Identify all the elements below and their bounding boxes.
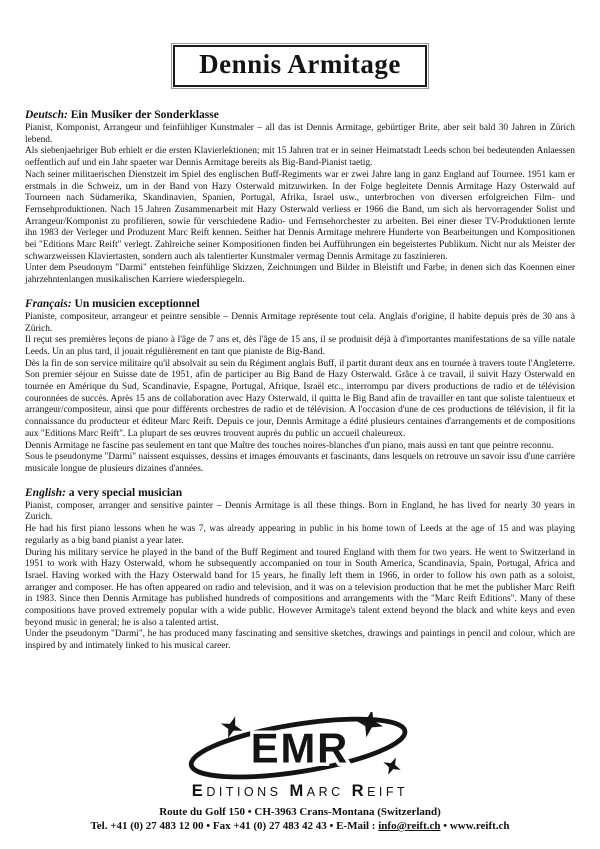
paragraph: Dès la fin de son service militaire qu'il absolvait au sein du Régiment anglais Buff, il partit durant deux ans en tournée à travers toute l'Angleterre. Son premier séjour en Suisse date de 1951, afin de participer au Big Band de Hazy Osterwald. Grâce à ce travail, il suivit Hazy Osterwald en tournée en Amérique du Sud, Scandinavie, Espagne, Portugal, Afrique, Israël etc., interrompu par divers productions de radio et de télévision couronnées de succès. Après 15 ans de collaboration avec Hazy Osterwald, il quitta le Big Band afin de travailler en tant que soliste talentueux et arrangeur/compositeur, ainsi que pour différents orchestres de radio et de télévision. A l'occasion d'une de ces productions de télévision, il fit la connaissance du producteur et éditeur Marc Reift. Depuis ce jour, Dennis Armitage a édité plusieurs centaines d'arrangements et de compositions aux "Editions Marc Reift". La plupart de ses œuvres trouvent auprès du public un accueil chaleureux. [25, 358, 575, 439]
paragraph: Als siebenjaehriger Bub erhielt er die ersten Klavierlektionen; mit 15 Jahren trat er in seiner Heimatstadt Leeds schon bei bedeutenden Anlaessen oeffentlich auf und ein Jahr spaeter war Dennis Armitage bereits als Big-Band-Pianist taetig. [25, 146, 575, 169]
contact-prefix: Tel. +41 (0) 27 483 12 00 • Fax +41 (0) 27 483 42 43 • E-Mail : [90, 820, 379, 832]
page-title [173, 45, 427, 87]
star-icon [352, 712, 386, 740]
contact-suffix: • www.reift.ch [440, 820, 510, 832]
section-heading [25, 109, 575, 121]
emr-logo [174, 712, 426, 786]
paragraph: Under the pseudonym "Darmi", he has produced many fascinating and sensitive sketches, drawings and paintings in pencil and colour, which are inspired by and intimately linked to his musical career. [25, 629, 575, 652]
contact-line [0, 819, 600, 833]
paragraph: Pianist, composer, arranger and sensitive painter – Dennis Armitage is all these things. Born in England, he has lived for nearly 30 years in Zurich. [25, 500, 575, 523]
brand-word: REIFT [351, 782, 409, 800]
section-heading [25, 487, 575, 499]
section-title: Ein Musiker der Sonderklasse [70, 109, 219, 121]
address-line: Route du Golf 150 • CH-3963 Crans-Montana (Switzerland) [159, 806, 441, 818]
paragraph: Pianiste, compositeur, arrangeur et peintre sensible – Dennis Armitage représente tout cela. Anglais d'origine, il habite depuis près de 30 ans à Zürich. [25, 311, 575, 334]
brand-word: MARC [289, 782, 344, 800]
section-title: Un musicien exceptionnel [74, 297, 200, 310]
email-link[interactable]: info@reift.ch [378, 820, 441, 832]
page-title-text: Dennis Armitage [199, 49, 401, 79]
logo-text: EMR [250, 724, 350, 772]
language-label: English: [25, 486, 66, 499]
star-icon [379, 754, 404, 779]
paragraph: Nach seiner militaerischen Dienstzeit im Spiel des englischen Buff-Regiments war er zwei Jahre lang in ganz England auf Tournee. 1951 kam er erstmals in die Schweiz, um in der Band von Hazy Osterwald mitzuwirken. In der Folge begleitete Dennis Armitage Hazy Osterwald auf Tourneen nach Südamerika, Skandinavien, Spanien, Portugal, Afrika, Israel usw., unterbrochen von diversen erfolgreichen Film- und Fernsehproduktionen. Nach 15 Jahren Zusammenarbeit mit Hazy Osterwald verliess er 1966 die Band, um sich als hervorragender Solist und Arrangeur/Komponist zu profilieren, sowie für verschiedene Radio- und Fernsehorchester zu arbeiten. Bei einer dieser TV-Produktionen lernte ihn 1983 der Verleger und Produzent Marc Reift kennen. Seither hat Dennis Armitage mehrere Hunderte von Bearbeitungen und Kompositionen bei "Editions Marc Reift" verlegt. Zahlreiche seiner Kompositionen finden bei Aufführungen ein begeistertes Publikum. Nicht nur als Meister der schwarzweissen Klaviertasten, sondern auch als talentierter Kunstmaler vermag Dennis Armitage zu faszinieren. [25, 169, 575, 262]
brand-word: EDITIONS [191, 782, 282, 800]
section-title: a very special musician [68, 486, 183, 499]
section-french [25, 298, 575, 476]
paragraph: Sous le pseudonyme "Darmi" naissent esquisses, dessins et images émouvants et fascinants, dans lesquels on retrouve un savoir issu d'une carrière musicale longue de plusieurs dizaines d'années. [25, 452, 575, 474]
title-area [0, 0, 600, 87]
paragraph: Il reçut ses premières leçons de piano à l'âge de 7 ans et, dès l'âge de 15 ans, il se produisit déjà à d'importantes manifestations de sa ville natale Leeds. Un an plus tard, il jouait régulièrement en tant que pianiste de Big-Band. [25, 335, 575, 357]
language-label: Français: [25, 297, 72, 310]
paragraph: Pianist, Komponist, Arrangeur und feinfühliger Kunstmaler – all das ist Dennis Armitage, gebürtiger Brite, aber seit bald 30 Jahren in Zürich lebend. [25, 123, 575, 145]
paragraph: Dennis Armitage ne fascine pas seulement en tant que Maître des touches noires-blanches d'un piano, mais aussi en tant que peintre reconnu. [25, 440, 554, 451]
brand-name [0, 782, 600, 801]
paragraph: He had his first piano lessons when he was 7, was already appearing in public in his home town of Leeds at the age of 15 and was playing regularly as a big band pianist a year later. [25, 524, 575, 546]
section-english [25, 487, 575, 653]
language-label: Deutsch: [25, 109, 68, 121]
publisher-footer [0, 712, 600, 833]
document-body [25, 109, 575, 653]
paragraph: During his military service he played in the band of the Buff Regiment and toured England with them for two years. He went to Switzerland in 1951 to work with Hazy Osterwald, whom he subsequently accompanied on tour in South America, Scandinavia, Spain, Portugal, Africa and Israel. Having worked with the Hazy Osterwald band for 15 years, he finally left them in 1966, in order to follow his own path as a soloist, arranger and composer. He has often appeared on radio and television, and it was on a television production that he met the publisher Marc Reift in 1983. Since then Dennis Armitage has published hundreds of compositions and arrangements with the "Marc Reift Editions". Many of these compositions have proved extremely popular with a wide public. However Armitage's talent extend beyond the black and white keys and even beyond music in general; he is also a talented artist. [25, 547, 575, 628]
paragraph: Unter dem Pseudonym "Darmi" entstehen feinfühlige Skizzen, Zeichnungen und Bilder in Bleistift und Farbe, in denen sich das Koennen einer jahrzehntenlangen musikalischen Karriere wiederspiegeln. [25, 263, 575, 286]
section-heading [25, 298, 575, 310]
section-german [25, 109, 575, 287]
